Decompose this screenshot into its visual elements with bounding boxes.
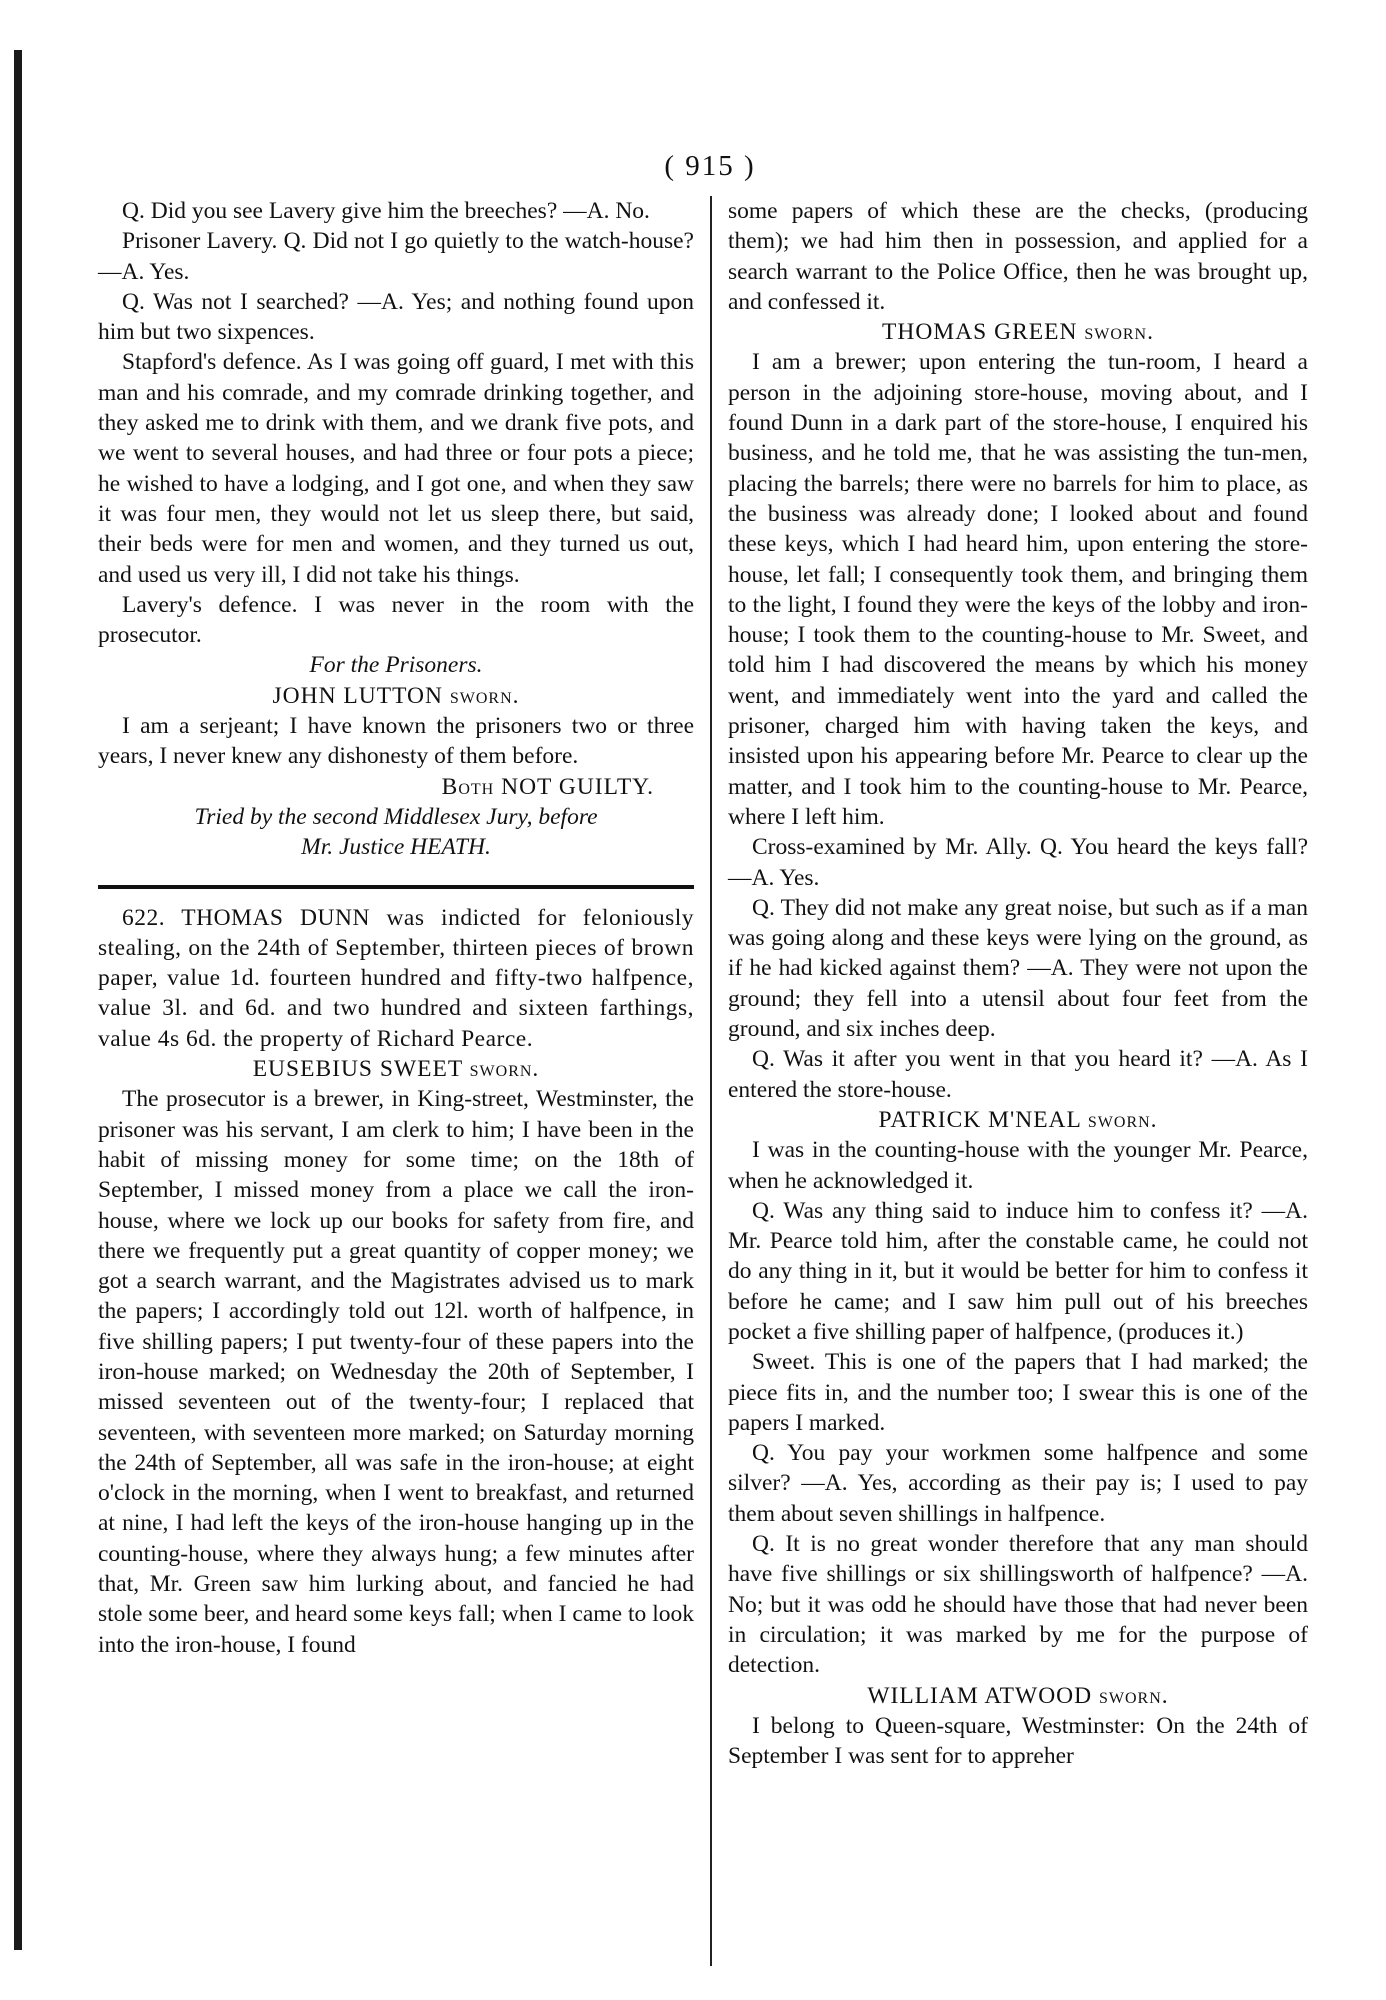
tried-by-line: Tried by the second Middlesex Jury, before [194, 803, 598, 830]
green-testimony: I am a brewer; upon entering the tun-room, I heard a person in the adjoining store-house, moving about, and I found Dunn in a dark part of the store-house, I enquired his business, and he told me, that he was assisting the tun-men, placing the barrels; there were no barrels for him to place, as the business was already done; I looked about and found these keys, which I had heard him, upon entering the store-house, let fall; I consequently took them, and bringing them to the light, I found they were the keys of the lobby and iron-house; I took them to the counting-house to Mr. Sweet, and told him I had discovered the means by which his money went, and immediately went into the yard and called the prisoner, charged him with having taken the keys, and insisted upon his appearing before Mr. Pearce to clear up the matter, and I took him to the counting-house to Mr. Pearce, where I left him. [728, 349, 1308, 830]
mneal-testimony: I was in the counting-house with the younger Mr. Pearce, when he acknowledged it. [728, 1137, 1308, 1194]
column-divider [710, 196, 712, 1966]
page-binding-edge [14, 50, 22, 1950]
question-induce: Q. Was any thing said to induce him to confess it? —A. Mr. Pearce told him, after the constable came, he could not do any thing in it, but it would be better for him to confess it before he came; and I saw him pull out of his breeches pocket a five shilling paper of halfpence, (produces it.) [728, 1197, 1308, 1345]
lavery-defence: Lavery's defence. I was never in the room with the prosecutor. [98, 591, 694, 649]
sweet-identification: Sweet. This is one of the papers that I had marked; the piece fits in, and the number too; I swear this is one of the papers I marked. [728, 1349, 1308, 1436]
question-pay: Q. You pay your workmen some halfpence and some silver? —A. Yes, according as their pay is; I used to pay them about seven shillings in halfpence. [728, 1440, 1308, 1527]
question-searched: Q. Was not I searched? —A. Yes; and nothing found upon him but two sixpences. [98, 288, 694, 346]
prisoner-lavery-question: Prisoner Lavery. Q. Did not I go quietly to the watch-house? —A. Yes. [98, 228, 694, 285]
stapford-defence: Stapford's defence. As I was going off guard, I met with this man and his comrade, and my comrade drinking together, and they asked me to drink with them, and we drank five pots, and we went to several houses, and had three or four pots a piece; he wished to have a lodging, and I got one, and when they saw it was four men, they would not let us sleep there, but said, their beds were for men and women, and they turned us out, and used us very ill, I did not take his things. [98, 349, 694, 588]
left-column [98, 196, 694, 1660]
question-noise: Q. They did not make any great noise, but such as if a man was going along and these keys were lying on the ground, as if he had kicked against them? —A. They were not upon the ground; they fell into a utensil about four feet from the ground, and six inches deep. [728, 894, 1308, 1043]
judge-line: Mr. Justice HEATH. [301, 834, 491, 861]
witness-heading-mneal: PATRICK M'NEAL sworn. [878, 1106, 1158, 1133]
witness-heading-green: THOMAS GREEN sworn. [882, 319, 1154, 346]
cross-examination: Cross-examined by Mr. Ally. Q. You heard the keys fall? —A. Yes. [728, 834, 1308, 891]
case-divider-rule [98, 885, 694, 889]
question-heard-it: Q. Was it after you went in that you heard it? —A. As I entered the store-house. [728, 1046, 1308, 1103]
question-breeches: Q. Did you see Lavery give him the breeches? —A. No. [122, 198, 650, 224]
verdict: Both NOT GUILTY. [441, 773, 654, 800]
case-622-indictment: 622. THOMAS DUNN was indicted for feloniously stealing, on the 24th of September, thirteen pieces of brown paper, value 1d. fourteen hundred and fifty-two halfpence, value 3l. and 6d. and two hundred and sixteen farthings, value 4s 6d. the property of Richard Pearce. [98, 904, 694, 1052]
sweet-testimony-continued: some papers of which these are the checks, (producing them); we had him then in possession, and applied for a search warrant to the Police Office, then he was brought up, and confessed it. [728, 198, 1308, 315]
lutton-testimony: I am a serjeant; I have known the prisoners two or three years, I never knew any dishonesty of them before. [98, 713, 694, 770]
page-number: ( 915 ) [664, 150, 756, 182]
atwood-testimony: I belong to Queen-square, Westminster: On the 24th of September I was sent for to appreher [728, 1712, 1308, 1770]
right-column [728, 196, 1308, 1771]
witness-heading-lutton: JOHN LUTTON sworn. [272, 682, 520, 709]
witness-heading-sweet: EUSEBIUS SWEET sworn. [252, 1056, 540, 1083]
for-the-prisoners-heading: For the Prisoners. [309, 652, 483, 679]
sweet-testimony: The prosecutor is a brewer, in King-street, Westminster, the prisoner was his servant, I am clerk to him; I have been in the habit of missing money for some time; on the 18th of September, I missed money from a place we call the iron-house, where we lock up our books for safety from fire, and there we frequently put a great quantity of copper money; we got a search warrant, and the Magistrates advised us to mark the papers; I accordingly told out 12l. worth of halfpence, in five shilling papers; I put twenty-four of these papers into the iron-house marked; on Wednesday the 20th of September, I missed seventeen out of the twenty-four; I replaced that seventeen, with seventeen more marked; on Saturday morning the 24th of September, all was safe in the iron-house; at eight o'clock in the morning, when I went to breakfast, and returned at nine, I had left the keys of the iron-house hanging up in the counting-house, where they always hung; a few minutes after that, Mr. Green saw him lurking about, and fancied he had stole some beer, and heard some keys fall; when I came to look into the iron-house, I found [98, 1086, 694, 1658]
witness-heading-atwood: WILLIAM ATWOOD sworn. [867, 1682, 1169, 1709]
question-wonder: Q. It is no great wonder therefore that any man should have five shillings or six shillingsworth of halfpence? —A. No; but it was odd he should have those that had never been in circulation; it was marked by me for the purpose of detection. [728, 1531, 1308, 1679]
